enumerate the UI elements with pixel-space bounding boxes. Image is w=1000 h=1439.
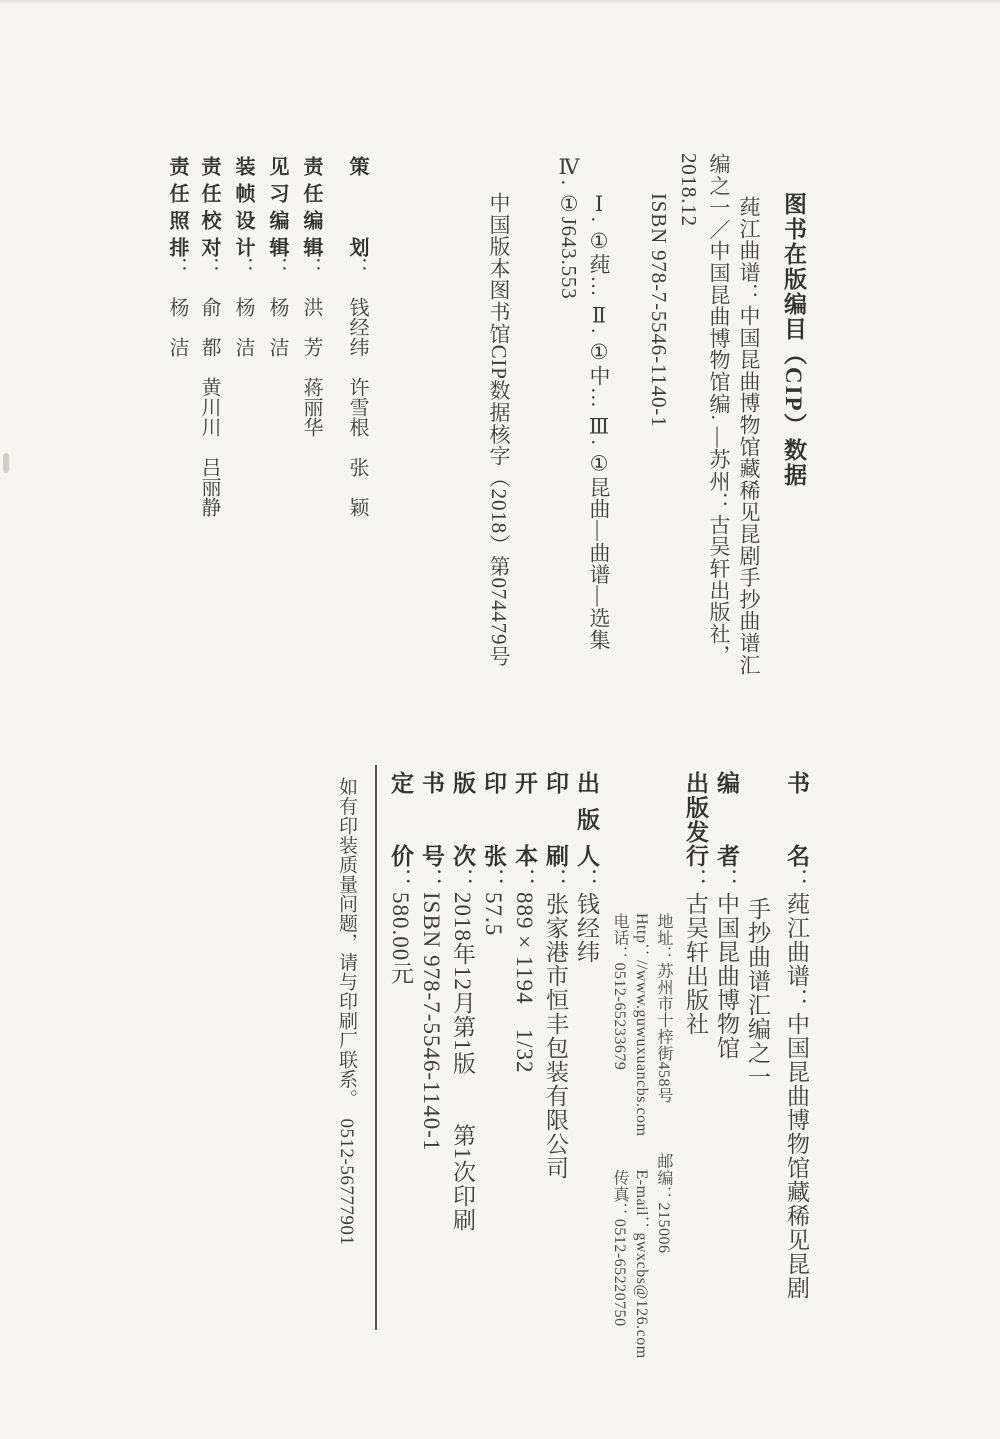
staff-credits-block [162,150,372,570]
colophon-line-publisher [680,765,711,1385]
colophon-value: ：580.00元 [388,868,413,986]
cip-line-classification: Ⅰ. ①莼… Ⅱ. ①中… Ⅲ. ①昆曲—曲谱—选集 [587,192,611,651]
colophon-line-sheets [478,765,509,1385]
cip-line-isbn: ISBN 978-7-5546-1140-1 [647,193,671,428]
colophon-line-printer [540,765,571,1385]
credit-line-design [228,150,258,570]
colophon-line-book-title-continued: 手抄曲谱汇编之一 [745,897,770,1089]
colophon-label: 出版发行 [683,771,708,868]
colophon-value: ：中国昆曲博物馆 [714,868,739,1060]
credit-label: 责任校对 [198,156,220,257]
colophon-line-book-title [781,765,812,1385]
colophon-line-address-postcode: 地址：苏州市十梓街458号 邮编：215006 [655,913,672,1254]
colophon-value: ：钱经纬 [574,868,599,964]
cip-data-block [484,153,810,713]
colophon-label: 版次 [450,771,475,868]
colophon-line-editor [711,765,742,1385]
credit-line-responsible-editor [296,150,326,570]
colophon-value: ：57.5 [481,868,506,937]
credit-label: 责任编辑 [300,156,322,257]
colophon-value: ：张家港市恒丰包装有限公司 [543,868,568,1180]
credit-label: 责任照排 [166,156,188,257]
colophon-line-phone-fax: 电话：0512-65233679 传真：0512-65220750 [611,913,628,1327]
credit-label: 装帧设计 [232,156,254,257]
colophon-label: 书号 [419,771,444,868]
colophon-line-price [385,765,416,1385]
colophon-label: 印张 [481,771,506,868]
colophon-label: 印刷 [543,771,568,868]
credit-line-phototypesetting [162,150,192,570]
colophon-label: 定价 [388,771,413,868]
credit-line-proofreading [194,150,224,570]
scan-speck-artifact [3,453,9,473]
credit-names: ： 杨 洁 [266,257,288,357]
credit-names: ： 杨 洁 [232,257,254,357]
colophon-block [331,765,812,1385]
colophon-line-edition [447,765,478,1385]
credit-names: ： 俞 都 黄川川 吕丽静 [198,257,220,517]
credit-line-trainee-editor [262,150,292,570]
credit-names: ： 钱经纬 许雪根 张 颖 [346,257,368,517]
print-quality-note: 如有印装质量问题，请与印刷厂联系。 0512-56777901 [336,777,357,1246]
credit-label: 策划 [346,156,368,257]
colophon-line-publisher-person [571,765,602,1385]
colophon-line-format [509,765,540,1385]
credit-label: 见习编辑 [266,156,288,257]
divider-rule [375,765,377,1330]
cip-line-editor-publisher: 编之一／中国昆曲博物馆编. —苏州：古吴轩出版社， [707,153,731,667]
scan-edge-shadow [0,0,1000,5]
cip-line-book-title: 莼江曲谱：中国昆曲博物馆藏稀见昆剧手抄曲谱汇 [737,196,761,676]
credit-names: ： 杨 洁 [166,257,188,357]
credit-line-planning [342,150,372,570]
colophon-label: 书名 [784,771,809,868]
cip-line-pub-date: 2018.12 [677,153,701,227]
colophon-label: 出版人 [574,771,599,868]
cip-line-class-number: Ⅳ. ①J643.553 [557,155,581,300]
colophon-value: ：2018年12月第1版 第1次印刷 [450,868,475,1232]
credit-names: ： 洪 芳 蒋丽华 [300,257,322,437]
cip-line-record-number: 中国版本图书馆CIP数据核字（2018）第074479号 [487,192,511,668]
colophon-value: ：古吴轩出版社 [683,868,708,1036]
colophon-label: 开本 [512,771,537,868]
cip-title: 图书在版编目（CIP）数据 [781,192,806,488]
colophon-label: 编者 [714,771,739,868]
colophon-value: ：889×1194 1/32 [512,868,537,1074]
colophon-value: ：莼江曲谱：中国昆曲博物馆藏稀见昆剧 [784,868,809,1300]
colophon-value: ：ISBN 978-7-5546-1140-1 [419,868,444,1152]
colophon-line-isbn [416,765,447,1385]
colophon-line-website-email: Http：//www.guwuxuancbs.com E-mail：gwxcbs@126.com [633,913,650,1359]
